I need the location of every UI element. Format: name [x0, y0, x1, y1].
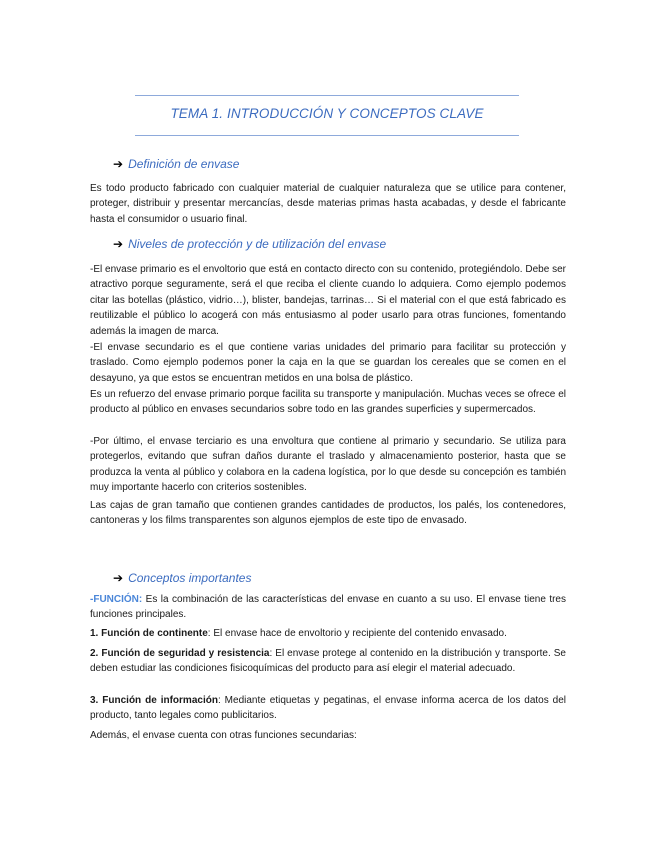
heading-text: Definición de envase [128, 157, 240, 171]
paragraph-ejemplos-terciario: Las cajas de gran tamaño que contienen grandes cantidades de productos, los palés, los contenedores, cantoneras y los films transparentes son algunos ejemplos de este tipo de envasado. [90, 500, 566, 527]
arrow-icon: ➔ [113, 157, 124, 171]
f2-label: 2. Función de seguridad y resistencia [90, 648, 270, 659]
title-top-rule [135, 95, 519, 96]
paragraph-funciones-secundarias: Además, el envase cuenta con otras funciones secundarias: [90, 730, 357, 741]
f1-label: 1. Función de continente [90, 628, 208, 639]
arrow-icon: ➔ [113, 571, 124, 585]
paragraph-envase-primario: -El envase primario es el envoltorio que está en contacto directo con su contenido, protegiéndolo. Debe ser atractivo porque seguramente, será el que reciba el cliente cuando lo adquiera. Como ejemplo podemos citar las botellas (plástico, vidrio…), blister, bandejas, tarrinas… Si el material con el que está fabricado es reutilizable el público lo acogerá con más entusiasmo al poder usarlo para otras funciones, fomentando además la imagen de marca. [90, 264, 566, 337]
heading-conceptos [113, 571, 251, 585]
paragraph-envase-terciario: -Por último, el envase terciario es una envoltura que contiene al primario y secundario. Se utiliza para protegerlos, evitando que sufran daños durante el traslado y almacenamiento posterior, hasta que se produzca la venta al público y colabora en la cadena logística, por lo que desde su concepción es también muy importante hacerlo con criterios sostenibles. [90, 436, 566, 494]
paragraph-funcion-informacion [90, 693, 566, 724]
f1-text: : El envase hace de envoltorio y recipiente del contenido envasado. [207, 628, 507, 639]
page-title: TEMA 1. INTRODUCCIÓN Y CONCEPTOS CLAVE [170, 106, 484, 121]
paragraph-definicion: Es todo producto fabricado con cualquier material de cualquier naturaleza que se utilice para contener, proteger, distribuir y presentar mercancías, desde materias primas hasta acabadas, y desde el fabricante hasta el consumidor o usuario final. [90, 183, 566, 225]
heading-text: Conceptos importantes [128, 571, 252, 585]
f3-text: : Mediante etiquetas y pegatinas, el envase informa acerca de los datos del producto, tanto legales como publicitarios. [90, 695, 567, 722]
paragraph-funcion-continente [90, 626, 566, 641]
f3-label: 3. Función de información [90, 695, 218, 706]
paragraph-funcion-seguridad [90, 646, 566, 677]
paragraph-envase-secundario: -El envase secundario es el que contiene varias unidades del primario para facilitar su protección y traslado. Como ejemplo podemos poner la caja en la que se guardan los cereales que se comen en el desayuno, ya que estos se encuentran metidos en una bolsa de plástico. [90, 342, 566, 384]
heading-text: Niveles de protección y de utilización del envase [128, 237, 387, 251]
f2-text: : El envase protege al contenido en la distribución y transporte. Se deben estudiar las condiciones fisicoquímicas del producto para así elegir el material adecuado. [90, 648, 566, 675]
heading-niveles [113, 237, 386, 251]
funcion-label: -FUNCIÓN: [90, 594, 143, 605]
paragraph-refuerzo: Es un refuerzo del envase primario porque facilita su transporte y manipulación. Muchas veces se ofrece el producto al público en envases secundarios sobre todo en las grandes superficies y supermercados. [90, 389, 566, 416]
title-bottom-rule [135, 135, 519, 136]
arrow-icon: ➔ [113, 237, 124, 251]
funcion-text: Es la combinación de las características del envase en cuanto a su uso. El envase tiene tres funciones principales. [90, 594, 566, 621]
heading-definicion [113, 157, 239, 171]
paragraph-funcion [90, 592, 566, 623]
